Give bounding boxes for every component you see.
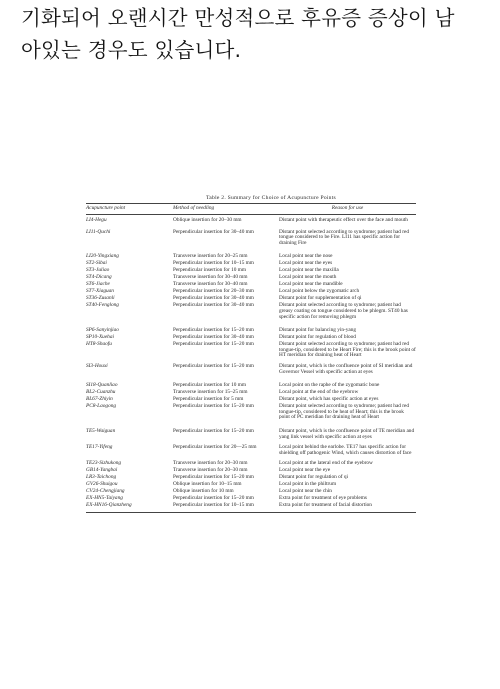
cell-method-of-needling: Perpendicular insertion for 15–20 mm <box>173 495 254 502</box>
cell-method-of-needling: Oblique insertion for 10–15 mm <box>173 481 242 488</box>
acupuncture-table <box>86 203 416 513</box>
cell-method-of-needling: Transverse insertion for 20–30 mm <box>173 467 248 474</box>
cell-acupuncture-point: ST7-Xiaguan <box>86 288 114 295</box>
table-body <box>86 214 416 513</box>
cell-method-of-needling: Perpendicular insertion for 15–20 mm <box>173 403 254 410</box>
cell-acupuncture-point: ST36-Zusanli <box>86 295 115 302</box>
cell-reason-for-use: Local point near the mandible <box>279 281 343 288</box>
table-header-row <box>86 204 416 215</box>
cell-acupuncture-point: LR3-Taichong <box>86 474 117 481</box>
cell-method-of-needling: Transverse insertion for 20–25 mm <box>173 253 248 260</box>
table-row <box>86 261 416 268</box>
cell-reason-for-use: Distant point selected according to syndrome; patient had greasy coating on tongue considered to be phlegm. ST40 has specific action for removing phlegm <box>279 302 408 320</box>
cell-reason-for-use: Local point behind the earlobe. TE17 has specific action for shielding off pathogenic Wind, which causes distortion of face <box>279 444 412 456</box>
cell-method-of-needling: Perpendicular insertion for 15–20 mm <box>173 327 254 334</box>
cell-reason-for-use: Distant point, which is the confluence point of SI meridian and Governor Vessel with specific action at eyes <box>279 362 413 375</box>
table-figure <box>86 194 416 513</box>
cell-method-of-needling: Perpendicular insertion for 10–15 mm <box>173 260 254 267</box>
cell-acupuncture-point: ST2-Sibai <box>86 260 107 267</box>
cell-reason-for-use: Local point near the eye <box>279 467 331 474</box>
table-row <box>86 375 416 390</box>
cell-acupuncture-point: HT8-Shaofu <box>86 341 112 348</box>
cell-method-of-needling: Perpendicular insertion for 15–20 mm <box>173 474 254 481</box>
cell-method-of-needling: Perpendicular insertion for 30–40 mm <box>173 295 254 302</box>
cell-acupuncture-point: ST4-Dicang <box>86 274 112 281</box>
cell-acupuncture-point: GB14-Yangbai <box>86 467 118 474</box>
header-method-of-needling: Method of needling <box>173 204 279 215</box>
cell-acupuncture-point: SI3-Houxi <box>86 362 108 369</box>
cell-reason-for-use: Local point near the maxilla <box>279 267 339 274</box>
cell-reason-for-use: Local point near the nose <box>279 253 333 260</box>
table-row <box>86 440 416 456</box>
cell-reason-for-use: Local point at the lateral end of the eyebrow <box>279 460 373 467</box>
cell-reason-for-use: Local point near the chin <box>279 488 332 495</box>
cell-method-of-needling: Perpendicular insertion for 10 mm <box>173 382 246 389</box>
cell-reason-for-use: Extra point for treatment of facial distortion <box>279 503 416 513</box>
cell-acupuncture-point: TE17-Yifeng <box>86 444 113 451</box>
table-row <box>86 342 416 359</box>
cell-acupuncture-point: BL67-Zhiyin <box>86 396 113 403</box>
table-row <box>86 404 416 421</box>
table-row <box>86 421 416 440</box>
cell-reason-for-use: Distant point with therapeutic effect over the face and mouth <box>279 216 408 223</box>
cell-acupuncture-point: LI11-Quchi <box>86 228 111 235</box>
cell-method-of-needling: Oblique insertion for 20–30 mm <box>173 216 242 223</box>
cell-method-of-needling: Perpendicular insertion for 10–15 mm <box>173 503 279 513</box>
cell-acupuncture-point: TE5-Waiguan <box>86 427 116 434</box>
cell-acupuncture-point: SP6-Sanyinjiao <box>86 327 119 334</box>
cell-acupuncture-point: TE23-Sizhukong <box>86 460 122 467</box>
cell-reason-for-use: Local point in the philtrum <box>279 481 337 488</box>
cell-reason-for-use: Distant point, which has specific action at eyes <box>279 396 379 403</box>
cell-acupuncture-point: CV24-Chengjiang <box>86 488 125 495</box>
cell-acupuncture-point: ST40-Fenglong <box>86 302 119 309</box>
cell-reason-for-use: Distant point for supplementation of qi <box>279 295 362 302</box>
table-row <box>86 503 416 513</box>
table-row <box>86 359 416 375</box>
table-row <box>86 268 416 275</box>
cell-acupuncture-point: GV26-Shuigou <box>86 481 118 488</box>
cell-reason-for-use: Distant point for regulation of blood <box>279 334 356 341</box>
cell-acupuncture-point: LI4-Hegu <box>86 216 107 223</box>
cell-reason-for-use: Extra point for treatment of eye problems <box>279 495 367 502</box>
cell-method-of-needling: Perpendicular insertion for 20—25 mm <box>173 444 257 451</box>
cell-reason-for-use: Distant point selected according to syndrome; patient had red tongue-tip, considered to be Heart Fire; this is the brook point of HT meridian for draining heat of Heart <box>279 341 416 359</box>
cell-reason-for-use: Local point below the zygomatic arch <box>279 288 360 295</box>
cell-method-of-needling: Perpendicular insertion for 30–40 mm <box>173 228 254 235</box>
table-caption: Table 2. Summary for Choice of Acupuncture Points <box>206 195 336 201</box>
cell-method-of-needling: Perpendicular insertion for 30–40 mm <box>173 334 254 341</box>
cell-acupuncture-point: ST6-Jiache <box>86 281 110 288</box>
cell-reason-for-use: Local point on the raphe of the zygomatic bone <box>279 382 380 389</box>
cell-reason-for-use: Distant point for balancing yin-yang <box>279 327 357 334</box>
cell-acupuncture-point: ST3-Juliao <box>86 267 110 274</box>
cell-method-of-needling: Perpendicular insertion for 5 mm <box>173 396 244 403</box>
header-reason-for-use: Reason for use <box>279 204 416 215</box>
cell-method-of-needling: Transverse insertion for 20–30 mm <box>173 460 248 467</box>
cell-method-of-needling: Transverse insertion for 30–40 mm <box>173 274 248 281</box>
cell-method-of-needling: Perpendicular insertion for 15–20 mm <box>173 362 254 369</box>
cell-acupuncture-point: SI18-Quanliao <box>86 382 118 389</box>
table-row <box>86 303 416 320</box>
cell-acupuncture-point: BL2-Cuanzhu <box>86 389 116 396</box>
cell-reason-for-use: Local point at the end of the eyebrow <box>279 389 359 396</box>
cell-acupuncture-point: EX-HN5-Taiyang <box>86 495 123 502</box>
intro-text <box>21 2 491 66</box>
cell-reason-for-use: Distant point, which is the confluence point of TE meridian and yang link vessel with specific action at eyes <box>279 427 415 440</box>
intro-line-2: 아있는 경우도 있습니다. <box>21 38 242 62</box>
cell-method-of-needling: Perpendicular insertion for 20–30 mm <box>173 288 254 295</box>
table-row <box>86 475 416 482</box>
intro-line-1: 기화되어 오랜시간 만성적으로 후유증 증상이 남 <box>21 6 455 30</box>
table-row <box>86 320 416 335</box>
cell-acupuncture-point: LI20-Yingxiang <box>86 253 119 260</box>
table-row <box>86 225 416 247</box>
cell-method-of-needling: Oblique insertion for 10 mm <box>173 488 234 495</box>
cell-method-of-needling: Perpendicular insertion for 30–40 mm <box>173 302 254 309</box>
table-row <box>86 456 416 468</box>
table-row <box>86 482 416 489</box>
cell-method-of-needling: Transverse insertion for 15–25 mm <box>173 389 248 396</box>
cell-reason-for-use: Local point near the eyes <box>279 260 333 267</box>
table-row <box>86 214 416 225</box>
cell-method-of-needling: Perpendicular insertion for 15–20 mm <box>173 427 254 434</box>
cell-reason-for-use: Distant point selected according to syndrome; patient had red tongue considered to be Fire. LI11 has specific action for draining Fire <box>279 228 410 246</box>
header-acupuncture-point: Acupuncture point <box>86 204 173 215</box>
cell-reason-for-use: Local point near the mouth <box>279 274 337 281</box>
cell-method-of-needling: Transverse insertion for 30–40 mm <box>173 281 248 288</box>
cell-method-of-needling: Perpendicular insertion for 15–20 mm <box>173 341 254 348</box>
cell-method-of-needling: Perpendicular insertion for 10 mm <box>173 267 246 274</box>
cell-reason-for-use: Distant point selected according to syndrome; patient had red tongue-tip, considered to be heat of Heart; this is the brook point of PC meridian for draining heat of Heart <box>279 403 410 421</box>
cell-acupuncture-point: PC8-Laogong <box>86 403 117 410</box>
table-row <box>86 275 416 282</box>
cell-acupuncture-point: SP10-Xuehai <box>86 334 114 341</box>
cell-acupuncture-point: EX-HN16-Qianzheng <box>86 503 173 513</box>
cell-reason-for-use: Distant point for regulation of qi <box>279 474 348 481</box>
